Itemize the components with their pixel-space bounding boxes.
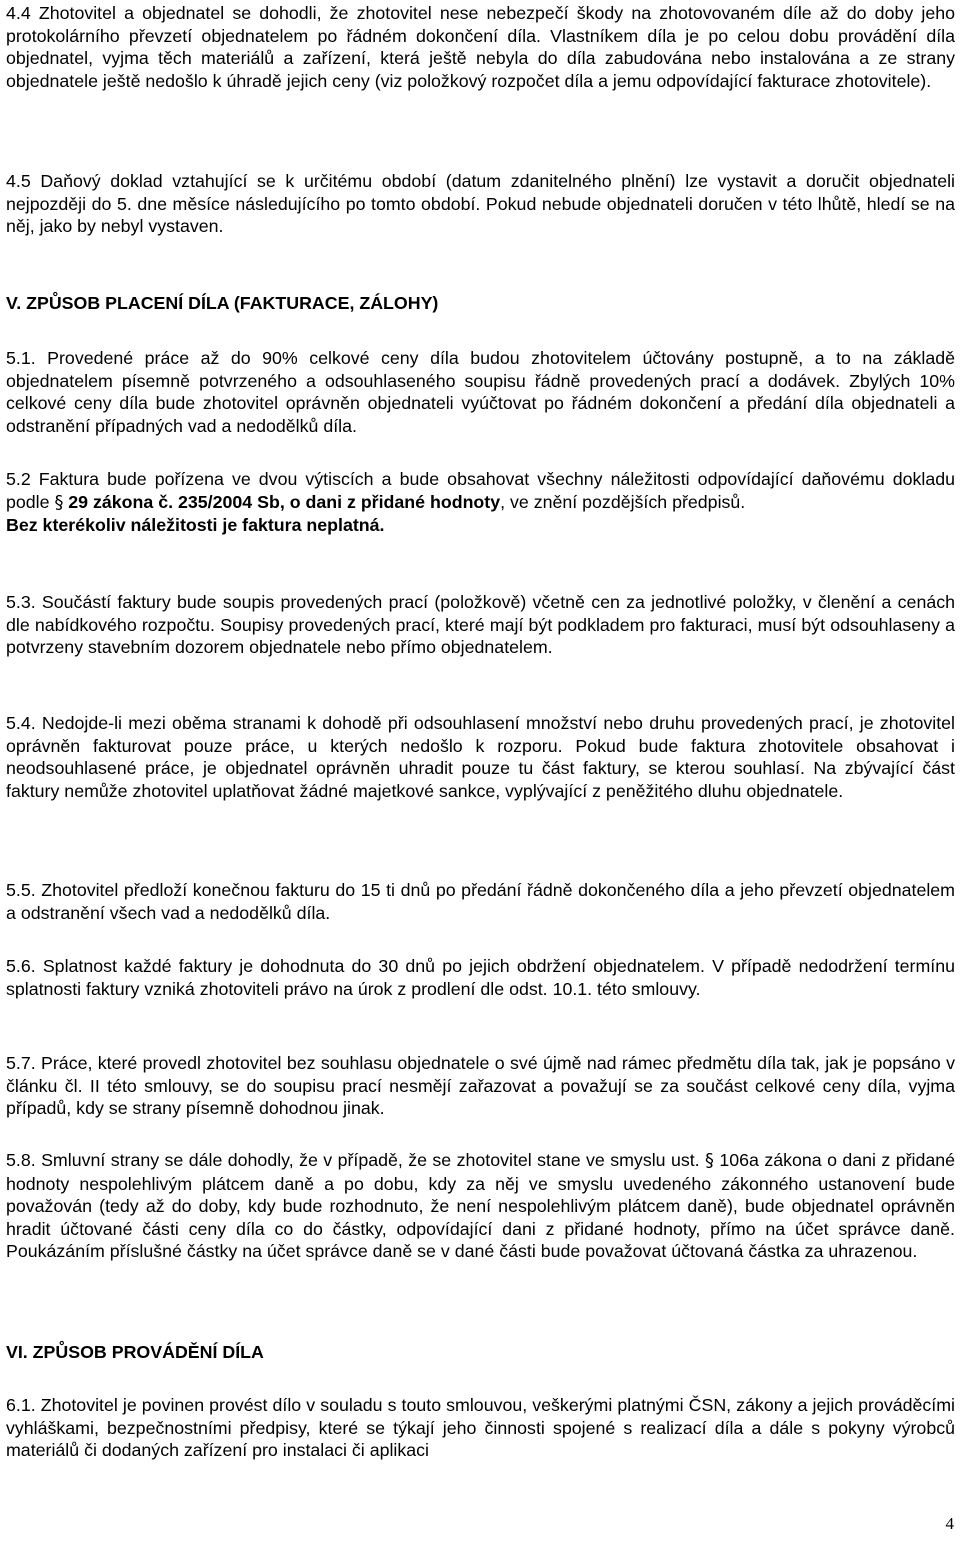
p5-8-text-b: 106a zákona o dani z přidané hodnoty nespolehlivým plátcem daně a po dobu, kdy za něj ve smyslu uvedeného zákonného ustanovení bude považován (tedy až do doby, kdy bude rozhodnuto, že není nespolehlivým plátcem daně), bude objednatel oprávněn hradit účtované části ceny díla co do částky, odpovídající dani z přidané hodnoty, přímo na účet správce daně. Poukázáním příslušné částky na účet správce daně se v dané části bude považovat účtovaná částka za uhrazenou.	[6, 1150, 956, 1261]
paragraph-5-7: 5.7. Práce, které provedl zhotovitel bez souhlasu objednatele o své újmě nad rámec předmětu díla tak, jak je popsáno v článku čl. II této smlouvy, se do soupisu prací nesmějí zařazovat a považují se za součást celkové ceny díla, vyjma případů, kdy se strany písemně dohodnou jinak.	[6, 1053, 955, 1118]
p5-8-text-a: 5.8. Smluvní strany se dále dohodly, že v případě, že se zhotovitel stane ve smyslu ust.	[6, 1150, 706, 1170]
page-number: 4	[945, 1514, 954, 1533]
paragraph-5-3: 5.3. Součástí faktury bude soupis provedených prací (položkově) včetně cen za jednotlivé položky, v členění a cenách dle nabídkového rozpočtu. Soupisy provedených prací, které mají být podkladem pro fakturaci, musí být odsouhlaseny a potvrzeny stavebním dozorem objednatele nebo přímo objednatelem.	[6, 592, 955, 657]
p5-2-law-reference: 29 zákona č. 235/2004 Sb, o dani z přidané hodnoty	[63, 491, 501, 512]
paragraph-5-6: 5.6. Splatnost každé faktury je dohodnuta do 30 dnů po jejich obdržení objednatelem. V případě nedodržení termínu splatnosti faktury vzniká zhotoviteli právo na úrok z prodlení dle odst. 10.1. této smlouvy.	[6, 956, 955, 999]
paragraph-sign: §	[54, 491, 64, 513]
p5-2-text-c: , ve znění pozdějších předpisů.	[500, 491, 746, 512]
paragraph-4-5: 4.5 Daňový doklad vztahující se k určitému období (datum zdanitelného plnění) lze vystavit a doručit objednateli nejpozději do 5. dne měsíce následujícího po tomto období. Pokud nebude objednateli doručen v této lhůtě, hledí se na něj, jako by nebyl vystaven.	[6, 171, 955, 236]
paragraph-sign: §	[705, 1150, 714, 1171]
p5-2-bold-line: Bez kterékoliv náležitosti je faktura neplatná.	[6, 515, 385, 535]
paragraph-5-5: 5.5. Zhotovitel předloží konečnou fakturu do 15 ti dnů po předání řádně dokončeného díla a jeho převzetí objednatelem a odstranění všech vad a nedodělků díla.	[6, 880, 955, 923]
p5-2-text-a: 5.2 Faktura bude pořízena ve dvou výtiscích a bude obsahovat všechny náležitosti odpovídající daňovému dokladu podle	[6, 469, 955, 512]
section-heading-v: V. ZPŮSOB PLACENÍ DÍLA (FAKTURACE, ZÁLOHY)	[6, 293, 439, 313]
paragraph-4-4: 4.4 Zhotovitel a objednatel se dohodli, že zhotovitel nese nebezpečí škody na zhotovovaném díle až do doby jeho protokolárního převzetí objednatelem po řádném dokončení díla. Vlastníkem díla je po celou dobu provádění díla objednatel, vyjma těch materiálů a zařízení, která ještě nebyla do díla zabudována nebo instalována a ze strany objednatele ještě nedošlo k úhradě jejich ceny (viz položkový rozpočet díla a jemu odpovídající fakturace zhotovitele).	[6, 3, 955, 91]
paragraph-5-8	[6, 1149, 955, 1263]
paragraph-5-4: 5.4. Nedojde-li mezi oběma stranami k dohodě při odsouhlasení množství nebo druhu provedených prací, je zhotovitel oprávněn fakturovat pouze práce, u kterých nedošlo k rozporu. Pokud bude faktura zhotovitele obsahovat i neodsouhlasené práce, je objednatel oprávněn uhradit pouze tu část faktury, se kterou souhlasí. Na zbývající část faktury nemůže zhotovitel uplatňovat žádné majetkové sankce, vyplývající z peněžitého dluhu objednatele.	[6, 713, 955, 801]
section-heading-vi: VI. ZPŮSOB PROVÁDĚNÍ DÍLA	[6, 1342, 264, 1362]
paragraph-6-1: 6.1. Zhotovitel je povinen provést dílo v souladu s touto smlouvou, veškerými platnými ČSN, zákony a jejich prováděcími vyhláškami, bezpečnostními předpisy, které se týkají jeho činnosti spojené s realizací díla a dále s pokyny výrobců materiálů či dodaných zařízení pro instalaci či aplikaci	[6, 1395, 955, 1460]
paragraph-5-1: 5.1. Provedené práce až do 90% celkové ceny díla budou zhotovitelem účtovány postupně, a to na základě objednatelem písemně potvrzeného a odsouhlaseného soupisu řádně provedených prací a dodávek. Zbylých 10% celkové ceny díla bude zhotovitel oprávněn objednateli vyúčtovat po řádném dokončení a předání díla objednateli a odstranění případných vad a nedodělků díla.	[6, 348, 955, 436]
paragraph-5-2	[6, 468, 955, 537]
